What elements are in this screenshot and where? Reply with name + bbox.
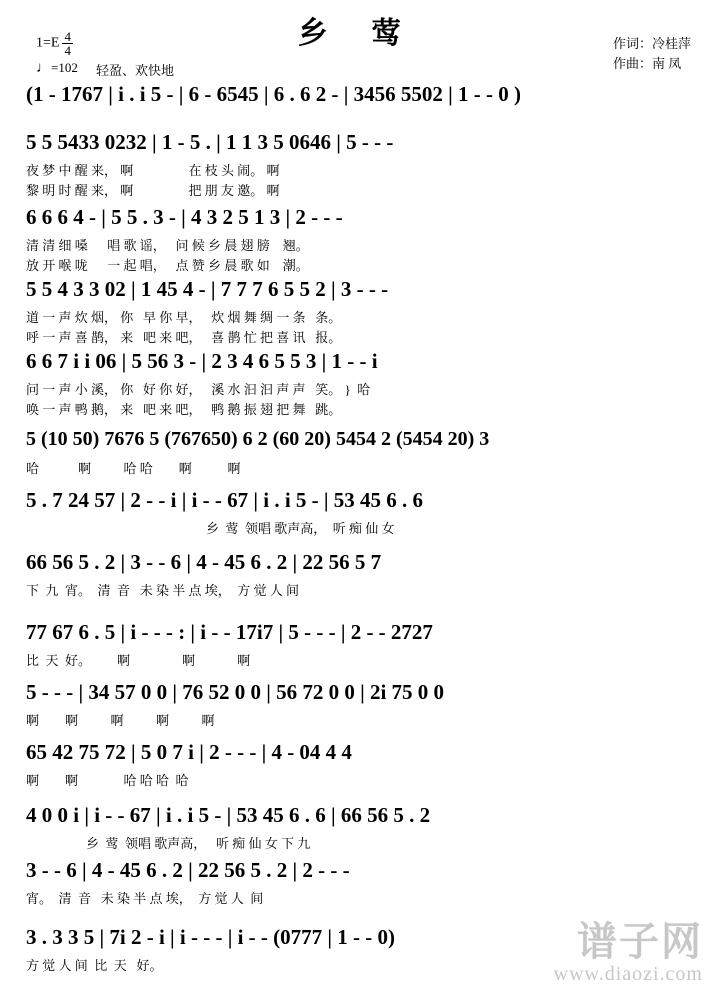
- lyric-line-2: 放 开 喉 咙 一 起 唱， 点 赞 乡 晨 歌 如 潮。: [26, 258, 309, 273]
- lyric-line-2: 黎 明 时 醒 来， 啊 把 朋 友 邀。 啊: [26, 183, 280, 198]
- tempo-marking: [36, 60, 78, 77]
- staff-row: [26, 620, 694, 670]
- lyric-line: 比 天 好。 啊 啊 啊: [26, 653, 251, 668]
- lyric-line: 方 觉 人 间 比 天 好。: [26, 958, 163, 973]
- note-line: 5 5 5433 0232 | 1 - 5 . | 1 1 3 5 0646 | 5 - - -: [26, 130, 394, 154]
- key-label: 1=E: [36, 35, 60, 51]
- note-line: 6 6 7 i i 06 | 5 56 3 - | 2 3 4 6 5 5 3 | 1 - - i: [26, 349, 378, 373]
- lyric-line: 宵。 清 音 未 染 半 点 埃， 方 觉 人 间: [26, 891, 264, 906]
- staff-row: [26, 277, 694, 347]
- time-signature: $\frac{4}{4}$: [64, 29, 71, 58]
- note-line: 5 . 7 24 57 | 2 - - i | i - - 67 | i . i 5 - | 53 45 6 . 6: [26, 488, 424, 512]
- staff-row: [26, 488, 694, 538]
- lyric-line-1: 清 清 细 嗓 唱 歌 谣， 问 候 乡 晨 翅 膀 翘。: [26, 238, 309, 253]
- note-line: 65 42 75 72 | 5 0 7 i | 2 - - - | 4 - 04 4 4: [26, 740, 352, 764]
- staff-row: [26, 205, 694, 275]
- staff-row: [26, 130, 694, 200]
- lyric-line-1: 问 一 声 小 溪， 你 好 你 好， 溪 水 汩 汩 声 声 笑。 } 哈: [26, 382, 371, 397]
- lyric-line: 乡 莺 领唱 歌声高， 听 痴 仙 女 下 九: [86, 836, 311, 851]
- lyric-line: 乡 莺 领唱 歌声高， 听 痴 仙 女: [206, 521, 395, 536]
- lyric-line: 下 九 宵。 清 音 未 染 半 点 埃， 方 觉 人 间: [26, 583, 300, 598]
- staff-row: [26, 803, 694, 853]
- note-line: 66 56 5 . 2 | 3 - - 6 | 4 - 45 6 . 2 | 22 56 5 7: [26, 550, 382, 574]
- staff-row: [26, 428, 694, 478]
- note-line: 3 . 3 3 5 | 7i 2 - i | i - - - | i - - (0777 | 1 - - 0): [26, 925, 396, 949]
- note-line: 3 - - 6 | 4 - 45 6 . 2 | 22 56 5 . 2 | 2 - - -: [26, 858, 350, 882]
- tempo-value: =102: [51, 60, 78, 75]
- watermark-site-name: 谱子网: [577, 919, 703, 964]
- credits: [613, 34, 691, 74]
- lyric-line: 哈 啊 哈 哈 啊 啊: [26, 461, 241, 476]
- lyricist: 作词：冷桂萍: [612, 36, 691, 51]
- lyric-line-1: 夜 梦 中 醒 来， 啊 在 枝 头 闹。 啊: [26, 163, 280, 178]
- mood-marking: 轻盈、欢快地: [96, 63, 175, 78]
- note-line: 4 0 0 i | i - - 67 | i . i 5 - | 53 45 6 . 6 | 66 56 5 . 2: [26, 803, 431, 827]
- staff-row: [26, 349, 694, 419]
- quarter-note-icon: ♩: [36, 60, 51, 76]
- key-signature: [36, 30, 73, 57]
- page-title: 乡 莺: [297, 17, 420, 50]
- watermark-url: www.diaozi.com: [553, 963, 703, 985]
- staff-row: [26, 858, 694, 908]
- lyric-line: 啊 啊 啊 啊 啊: [26, 713, 215, 728]
- note-line: (1 - 1767 | i . i 5 - | 6 - 6545 | 6 . 6 2 - | 3456 5502 | 1 - - 0 ): [26, 82, 521, 106]
- note-line: 5 - - - | 34 57 0 0 | 76 52 0 0 | 56 72 0 0 | 2i 75 0 0: [26, 680, 445, 704]
- staff-row: [26, 550, 694, 600]
- note-line: 77 67 6 . 5 | i - - - : | i - - 17i7 | 5 - - - | 2 - - 2727: [26, 620, 433, 644]
- watermark: [554, 921, 703, 986]
- composer: 作曲：南 凤: [612, 56, 682, 71]
- note-line: 5 (10 50) 7676 5 (767650) 6 2 (60 20) 5454 2 (5454 20) 3: [26, 428, 490, 450]
- staff-row: [26, 82, 694, 112]
- lyric-line-2: 呼 一 声 喜 鹊， 来 吧 来 吧， 喜 鹊 忙 把 喜 讯 报。: [26, 330, 342, 345]
- staff-row: [26, 740, 694, 790]
- lyric-line-2: 唤 一 声 鸭 鹅， 来 吧 来 吧， 鸭 鹅 振 翅 把 舞 跳。: [26, 402, 342, 417]
- staff-row: [26, 680, 694, 730]
- note-line: 6 6 6 4 - | 5 5 . 3 - | 4 3 2 5 1 3 | 2 - - -: [26, 205, 343, 229]
- lyric-line: 啊 啊 哈 哈 哈 哈: [26, 773, 189, 788]
- lyric-line-1: 道 一 声 炊 烟， 你 早 你 早， 炊 烟 舞 绸 一 条 条。: [26, 310, 342, 325]
- note-line: 5 5 4 3 3 02 | 1 45 4 - | 7 7 7 6 5 5 2 | 3 - - -: [26, 277, 389, 301]
